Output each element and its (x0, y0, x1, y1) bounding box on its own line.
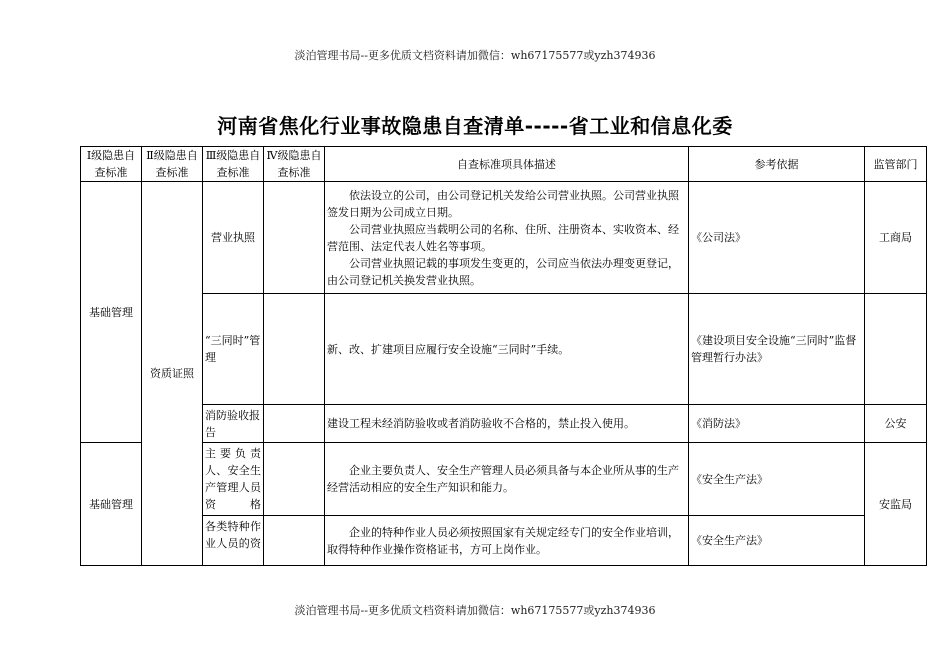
col-header-description: 自查标准项具体描述 (325, 147, 689, 182)
department-cell (865, 294, 927, 405)
level4-cell (264, 182, 325, 294)
table-row (81, 443, 927, 516)
col-header-level1: Ⅰ级隐患自查标准 (81, 147, 142, 182)
table-row (81, 516, 927, 566)
description-cell: 新、改、扩建项目应履行安全设施“三同时”手续。 (325, 294, 689, 405)
description-paragraph: 依法设立的公司，由公司登记机关发给公司营业执照。公司营业执照签发日期为公司成立日期。 (327, 188, 679, 219)
table-row (81, 294, 927, 405)
col-header-level2: Ⅱ级隐患自查标准 (142, 147, 203, 182)
col-header-level3: Ⅲ级隐患自查标准 (203, 147, 264, 182)
col-header-basis: 参考依据 (689, 147, 865, 182)
description-paragraph: 公司营业执照应当载明公司的名称、住所、注册资本、实收资本、经营范围、法定代表人姓名等事项。 (327, 222, 679, 253)
basis-cell: 《安全生产法》 (689, 443, 865, 516)
page-footer-note: 淡泊管理书局--更多优质文档资料请加微信：wh67175577或yzh374936 (294, 604, 656, 617)
department-cell: 安监局 (865, 443, 927, 566)
level4-cell (264, 516, 325, 566)
hazard-checklist-table (80, 146, 927, 566)
table-header-row (81, 147, 927, 182)
description-cell (325, 443, 689, 516)
basis-cell: 《安全生产法》 (689, 516, 865, 566)
level3-cell: 主要负责人、安全生产管理人员资格 (203, 443, 264, 516)
level2-cell: 资质证照 (142, 182, 203, 566)
level3-cell: “三同时”管理 (203, 294, 264, 405)
level1-cell: 基础管理 (81, 443, 142, 566)
basis-cell: 《公司法》 (689, 182, 865, 294)
description-cell: 建设工程未经消防验收或者消防验收不合格的，禁止投入使用。 (325, 405, 689, 443)
col-header-department: 监管部门 (865, 147, 927, 182)
description-paragraph: 公司营业执照记载的事项发生变更的，公司应当依法办理变更登记，由公司登记机关换发营业执照。 (327, 256, 679, 287)
level3-cell: 营业执照 (203, 182, 264, 294)
document-title: 河南省焦化行业事故隐患自查清单-----省工业和信息化委 (217, 114, 733, 138)
col-header-level4: Ⅳ级隐患自查标准 (264, 147, 325, 182)
department-cell: 工商局 (865, 182, 927, 294)
level4-cell (264, 443, 325, 516)
basis-cell: 《消防法》 (689, 405, 865, 443)
department-cell: 公安 (865, 405, 927, 443)
basis-cell: 《建设项目安全设施“三同时”监督管理暂行办法》 (689, 294, 865, 405)
description-cell (325, 516, 689, 566)
page-header-note: 淡泊管理书局--更多优质文档资料请加微信：wh67175577或yzh374936 (294, 49, 656, 62)
description-cell (325, 182, 689, 294)
table-row (81, 405, 927, 443)
level1-cell: 基础管理 (81, 182, 142, 443)
description-paragraph: 企业的特种作业人员必须按照国家有关规定经专门的安全作业培训，取得特种作业操作资格证书，方可上岗作业。 (327, 525, 679, 556)
table-row (81, 182, 927, 294)
level3-cell: 消防验收报告 (203, 405, 264, 443)
level4-cell (264, 405, 325, 443)
level4-cell (264, 294, 325, 405)
level3-cell: 各类特种作业人员的资 (203, 516, 264, 566)
description-paragraph: 企业主要负责人、安全生产管理人员必须具备与本企业所从事的生产经营活动相应的安全生产知识和能力。 (327, 464, 679, 494)
